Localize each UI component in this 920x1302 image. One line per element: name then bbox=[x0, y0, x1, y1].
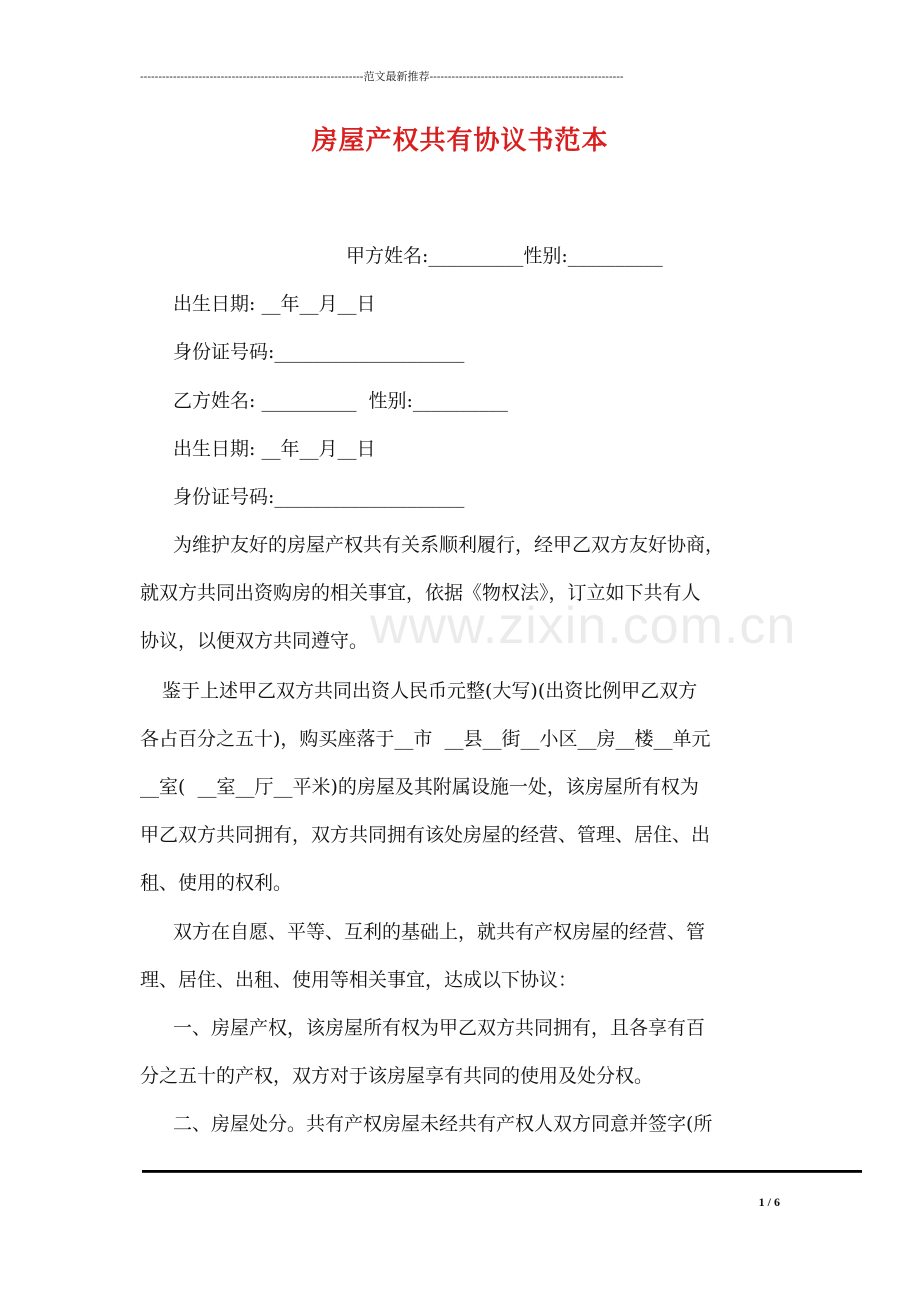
paragraph-line: 一、房屋产权，该房屋所有权为甲乙双方共同拥有，且各享有百 bbox=[173, 1017, 706, 1039]
paragraph-line: 理、居住、出租、使用等相关事宜，达成以下协议： bbox=[140, 969, 578, 991]
paragraph-line: 二、房屋处分。共有产权房屋未经共有产权人双方同意并签字(所 bbox=[173, 1113, 713, 1135]
footer-rule bbox=[142, 1170, 862, 1173]
paragraph-line: 双方在自愿、平等、互利的基础上，就共有产权房屋的经营、管 bbox=[173, 921, 706, 943]
page-number: 1 / 6 bbox=[758, 1195, 780, 1209]
party-b-id-line: 身份证号码:____________________ bbox=[173, 486, 465, 508]
paragraph-line: 协议，以便双方共同遵守。 bbox=[140, 630, 369, 652]
paragraph-line: 租、使用的权利。 bbox=[140, 872, 293, 894]
party-a-id-line: 身份证号码:____________________ bbox=[173, 341, 465, 363]
party-a-name-line: 甲方姓名:__________性别:__________ bbox=[346, 245, 663, 267]
paragraph-line: 鉴于上述甲乙双方共同出资人民币元整(大写)(出资比例甲乙双方 bbox=[162, 680, 698, 702]
paragraph-line: 各占百分之五十)，购买座落于__市 __县__街__小区__房__楼__单元 bbox=[140, 728, 711, 750]
paragraph-line: 甲乙双方共同拥有，双方共同拥有该处房屋的经营、管理、居住、出 bbox=[140, 824, 711, 846]
party-a-birth-line: 出生日期: __年__月__日 bbox=[173, 293, 376, 315]
party-b-name-line: 乙方姓名: __________ 性别:__________ bbox=[173, 390, 508, 412]
page-header: -------------------------------------------------------------范文最新推荐----------------------------------------------------- bbox=[140, 71, 624, 83]
document-title: 房屋产权共有协议书范本 bbox=[311, 126, 609, 156]
paragraph-line: __室( __室__厅__平米)的房屋及其附属设施一处，该房屋所有权为 bbox=[140, 776, 699, 798]
paragraph-line: 为维护友好的房屋产权共有关系顺利履行，经甲乙双方友好协商， bbox=[173, 534, 725, 556]
paragraph-line: 就双方共同出资购房的相关事宜，依据《物权法》，订立如下共有人 bbox=[140, 582, 701, 604]
paragraph-line: 分之五十的产权，双方对于该房屋享有共同的使用及处分权。 bbox=[140, 1065, 654, 1087]
watermark: www.zixin.com.cn bbox=[370, 597, 797, 655]
party-b-birth-line: 出生日期: __年__月__日 bbox=[173, 438, 376, 460]
